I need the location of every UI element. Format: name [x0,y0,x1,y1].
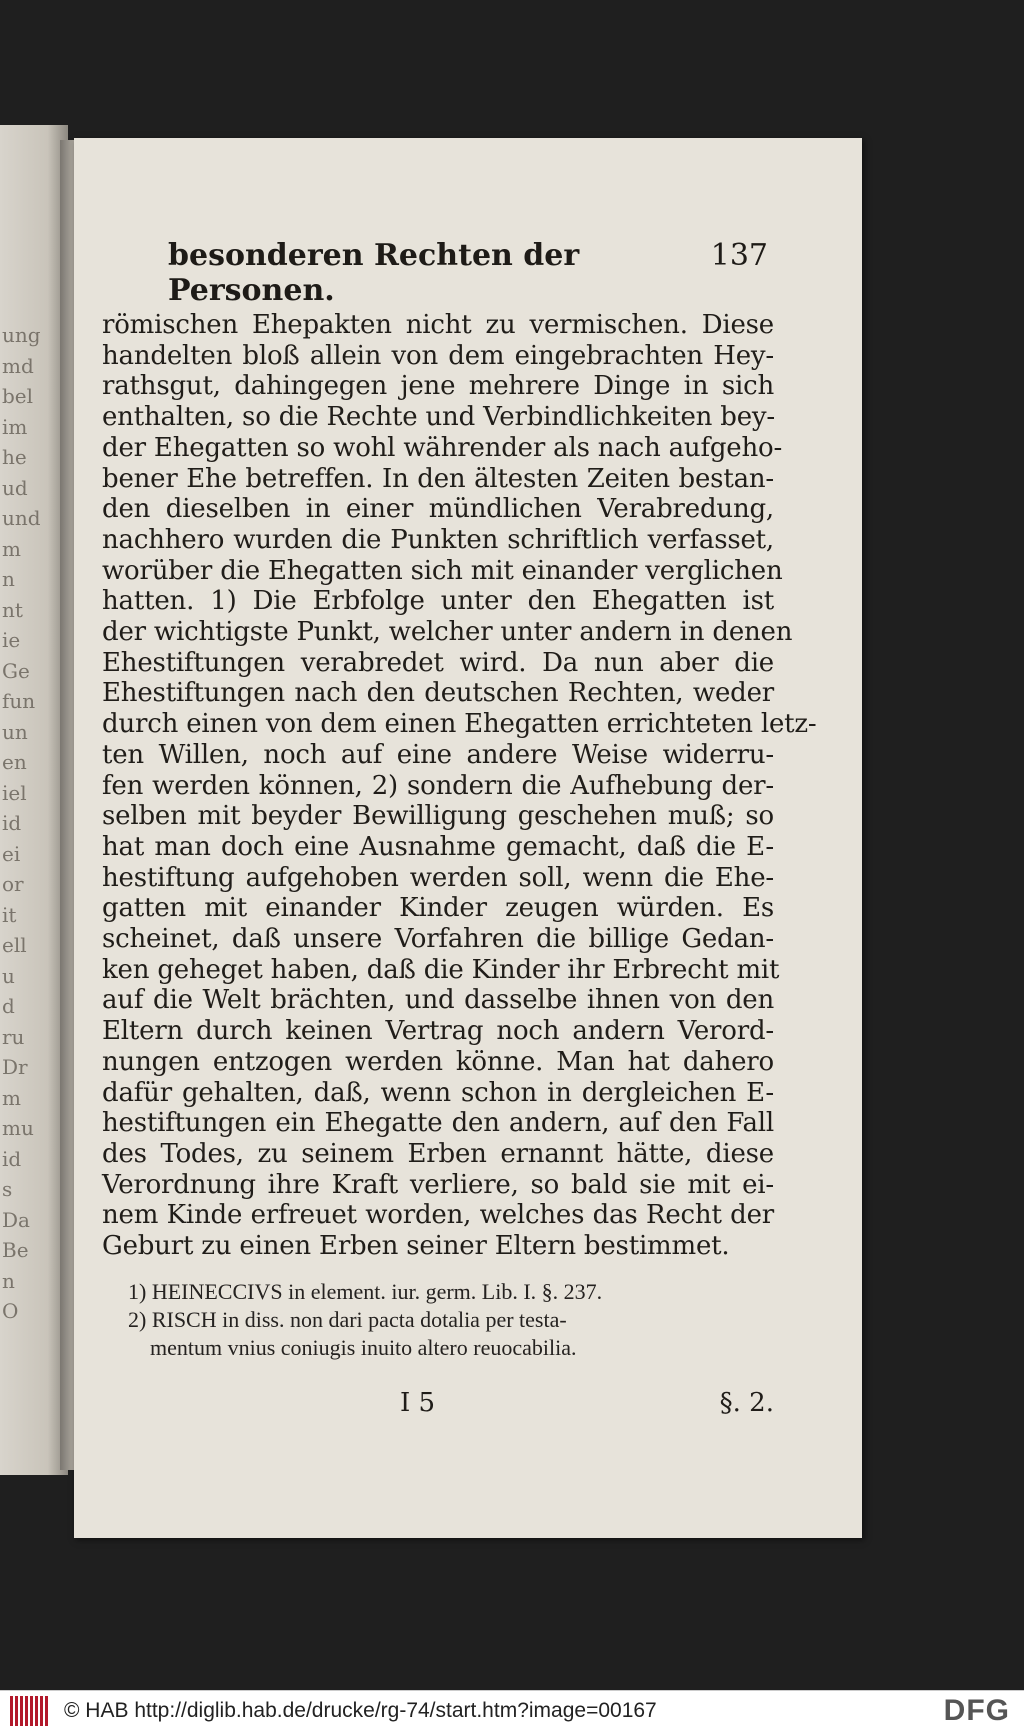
text-line: dafür gehalten, daß, wenn schon in dergleichen E- [102,1077,774,1108]
text-line: der Ehegatten so wohl währender als nach aufgeho- [102,432,783,463]
hab-logo-icon [10,1696,48,1726]
page-number: 137 [710,238,768,273]
text-line: der wichtigste Punkt, welcher unter andern in denen [102,617,793,648]
text-line: rathsgut, dahingegen jene mehrere Dinge in sich [102,371,774,402]
footnote-line: 2) RISCH in diss. non dari pacta dotalia per testa- [128,1307,567,1332]
copyright-url[interactable]: © HAB http://diglib.hab.de/drucke/rg-74/start.htm?image=00167 [64,1699,657,1722]
footnote-line: 1) HEINECCIVS in element. iur. germ. Lib. I. §. 237. [128,1279,603,1304]
text-line: nem Kinde erfreuet worden, welches das Recht der [102,1200,774,1231]
text-line: Eltern durch keinen Vertrag noch andern Verord- [102,1016,774,1047]
text-line: hestiftungen ein Ehegatte den andern, auf den Fall [102,1108,774,1139]
text-line: fen werden können, 2) sondern die Aufhebung der- [102,770,774,801]
signature-mark: I 5 [400,1388,436,1418]
running-head [168,238,768,308]
left-page-text-fragments: ung md bel im he ud und m n nt ie Ge fun un en iel id ei or it ell u d ru Dr m mu id s Da Be n O [2,323,41,1323]
text-line: Ehestiftungen verabredet wird. Da nun aber die [102,647,774,678]
left-page-edge [0,125,68,1475]
text-line: gatten mit einander Kinder zeugen würden. Es [102,893,774,924]
text-line: scheinet, daß unsere Vorfahren die billige Gedan- [102,924,774,955]
signature-line [400,1388,774,1418]
text-line: des Todes, zu seinem Erben ernannt hätte, diese [102,1138,774,1169]
text-line: hatten. 1) Die Erbfolge unter den Ehegatten ist [102,586,774,617]
text-line: hat man doch eine Ausnahme gemacht, daß die E- [102,831,774,862]
text-line: enthalten, so die Rechte und Verbindlichkeiten bey- [102,402,775,433]
text-line: nungen entzogen werden könne. Man hat dahero [102,1046,774,1077]
text-line: ten Willen, noch auf eine andere Weise widerru- [102,739,774,770]
text-line: nachhero wurden die Punkten schriftlich verfasset, [102,524,774,555]
text-line: römischen Ehepakten nicht zu vermischen. Diese [102,310,774,340]
text-line: auf die Welt brächten, und dasselbe ihnen von den [102,985,774,1016]
text-line: selben mit beyder Bewilligung geschehen muß; so [102,801,774,832]
text-line: worüber die Ehegatten sich mit einander verglichen [102,555,783,586]
text-line: Ehestiftungen nach den deutschen Rechten, weder [102,678,774,709]
footnotes [128,1278,773,1362]
catchword: §. 2. [719,1388,774,1418]
running-head-title: besonderen Rechten der Personen. [168,238,580,308]
text-line: den dieselben in einer mündlichen Verabredung, [102,494,774,525]
text-line: handelten bloß allein von dem eingebrachten Hey- [102,340,774,371]
text-line: bener Ehe betreffen. In den ältesten Zeiten bestan- [102,463,774,494]
footnote-line: mentum vnius coniugis inuito altero reuocabilia. [150,1335,577,1360]
text-line: durch einen von dem einen Ehegatten errichteten letz- [102,709,817,740]
body-text [102,310,817,1262]
text-line: Verordnung ihre Kraft verliere, so bald sie mit ei- [102,1169,774,1200]
book-page [74,138,862,1538]
text-line: ken geheget haben, daß die Kinder ihr Erbrecht mit [102,954,780,985]
dfg-logo: DFG [943,1694,1010,1727]
text-line: hestiftung aufgehoben werden soll, wenn die Ehe- [102,862,774,893]
viewer-footer [0,1690,1024,1731]
text-line: Geburt zu einen Erben seiner Eltern bestimmet. [102,1231,730,1262]
